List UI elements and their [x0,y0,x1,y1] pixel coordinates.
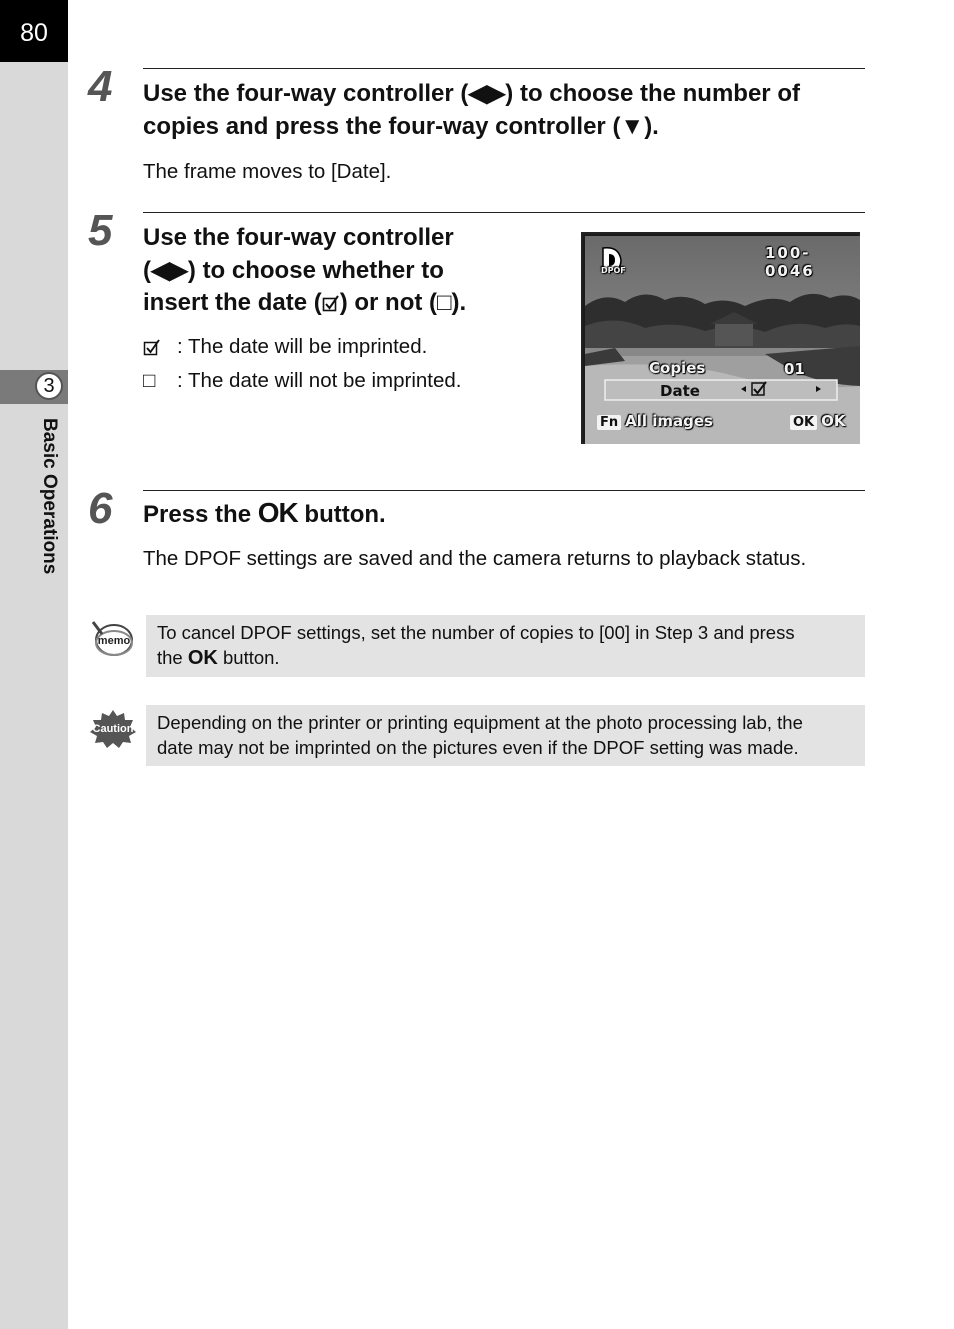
memo-note [146,615,865,677]
copies-label: Copies [649,359,706,377]
step-5-title-line2: (◀▶) to choose whether to [143,256,444,284]
checkbox-checked-icon [322,294,340,312]
step-5-title-line3-a: insert the date ( [143,289,322,316]
memo-icon-label: memo [97,635,131,647]
step-5-title-line3-b: ) or not (□). [339,289,467,316]
memo-line2-a: the [157,647,183,668]
date-label: Date [660,382,700,400]
fn-all-images [597,412,713,430]
chapter-label: Basic Operations [39,418,60,575]
legend-unchecked [143,369,462,393]
caution-line2: date may not be imprinted on the pictures even if the DPOF setting was made. [157,737,799,758]
step-6-title-a: Press the [143,501,252,528]
ok-button-icon: OK [187,647,218,669]
step-5-title-line1: Use the four-way controller [143,224,454,251]
checkbox-checked-icon [143,338,161,356]
ok-hint [790,412,846,430]
fn-action: All images [625,412,713,430]
step-6-rule [143,490,865,491]
copies-value: 01 [784,360,805,378]
memo-line2 [157,645,855,671]
caution-icon-label: Caution [92,723,134,735]
ok-badge: OK [790,415,817,430]
caution-note [146,705,865,766]
caution-icon [88,708,138,748]
step-4-number: 4 [88,62,111,111]
ok-action: OK [821,412,846,430]
caution-line1: Depending on the printer or printing equipment at the photo processing lab, the [157,712,803,733]
legend-checked [143,335,427,359]
fn-badge: Fn [597,415,621,430]
camera-screen [581,232,860,444]
step-6-title-b: button. [304,501,386,528]
memo-icon [90,620,134,660]
step-4-body: The frame moves to [Date]. [143,160,392,183]
legend-unchecked-text: : The date will not be imprinted. [177,369,462,392]
step-5-title [143,222,466,320]
step-6-title [143,497,386,532]
legend-checked-text: : The date will be imprinted. [177,335,428,358]
step-5-rule [143,212,865,213]
memo-line2-b: button. [223,647,280,668]
chapter-number: 3 [35,372,63,400]
step-5-title-line3 [143,287,466,320]
step-4-title [143,78,800,143]
dpof-label: DPOF [601,266,626,275]
step-6-body: The DPOF settings are saved and the camera returns to playback status. [143,547,807,570]
file-number: 100-0046 [765,244,815,280]
page-number: 80 [0,0,68,62]
step-5-number: 5 [88,206,111,255]
step-4-rule [143,68,865,69]
step-4-title-line2: copies and press the four-way controller (▼). [143,112,659,140]
chapter-sidebar [0,0,68,1329]
legend-unchecked-symbol: □ [143,369,156,392]
step-6-number: 6 [88,484,111,533]
ok-button-icon: OK [257,497,298,528]
memo-line1: To cancel DPOF settings, set the number of copies to [00] in Step 3 and press [157,622,795,643]
step-4-title-line1: Use the four-way controller (◀▶) to choose the number of [143,80,800,107]
